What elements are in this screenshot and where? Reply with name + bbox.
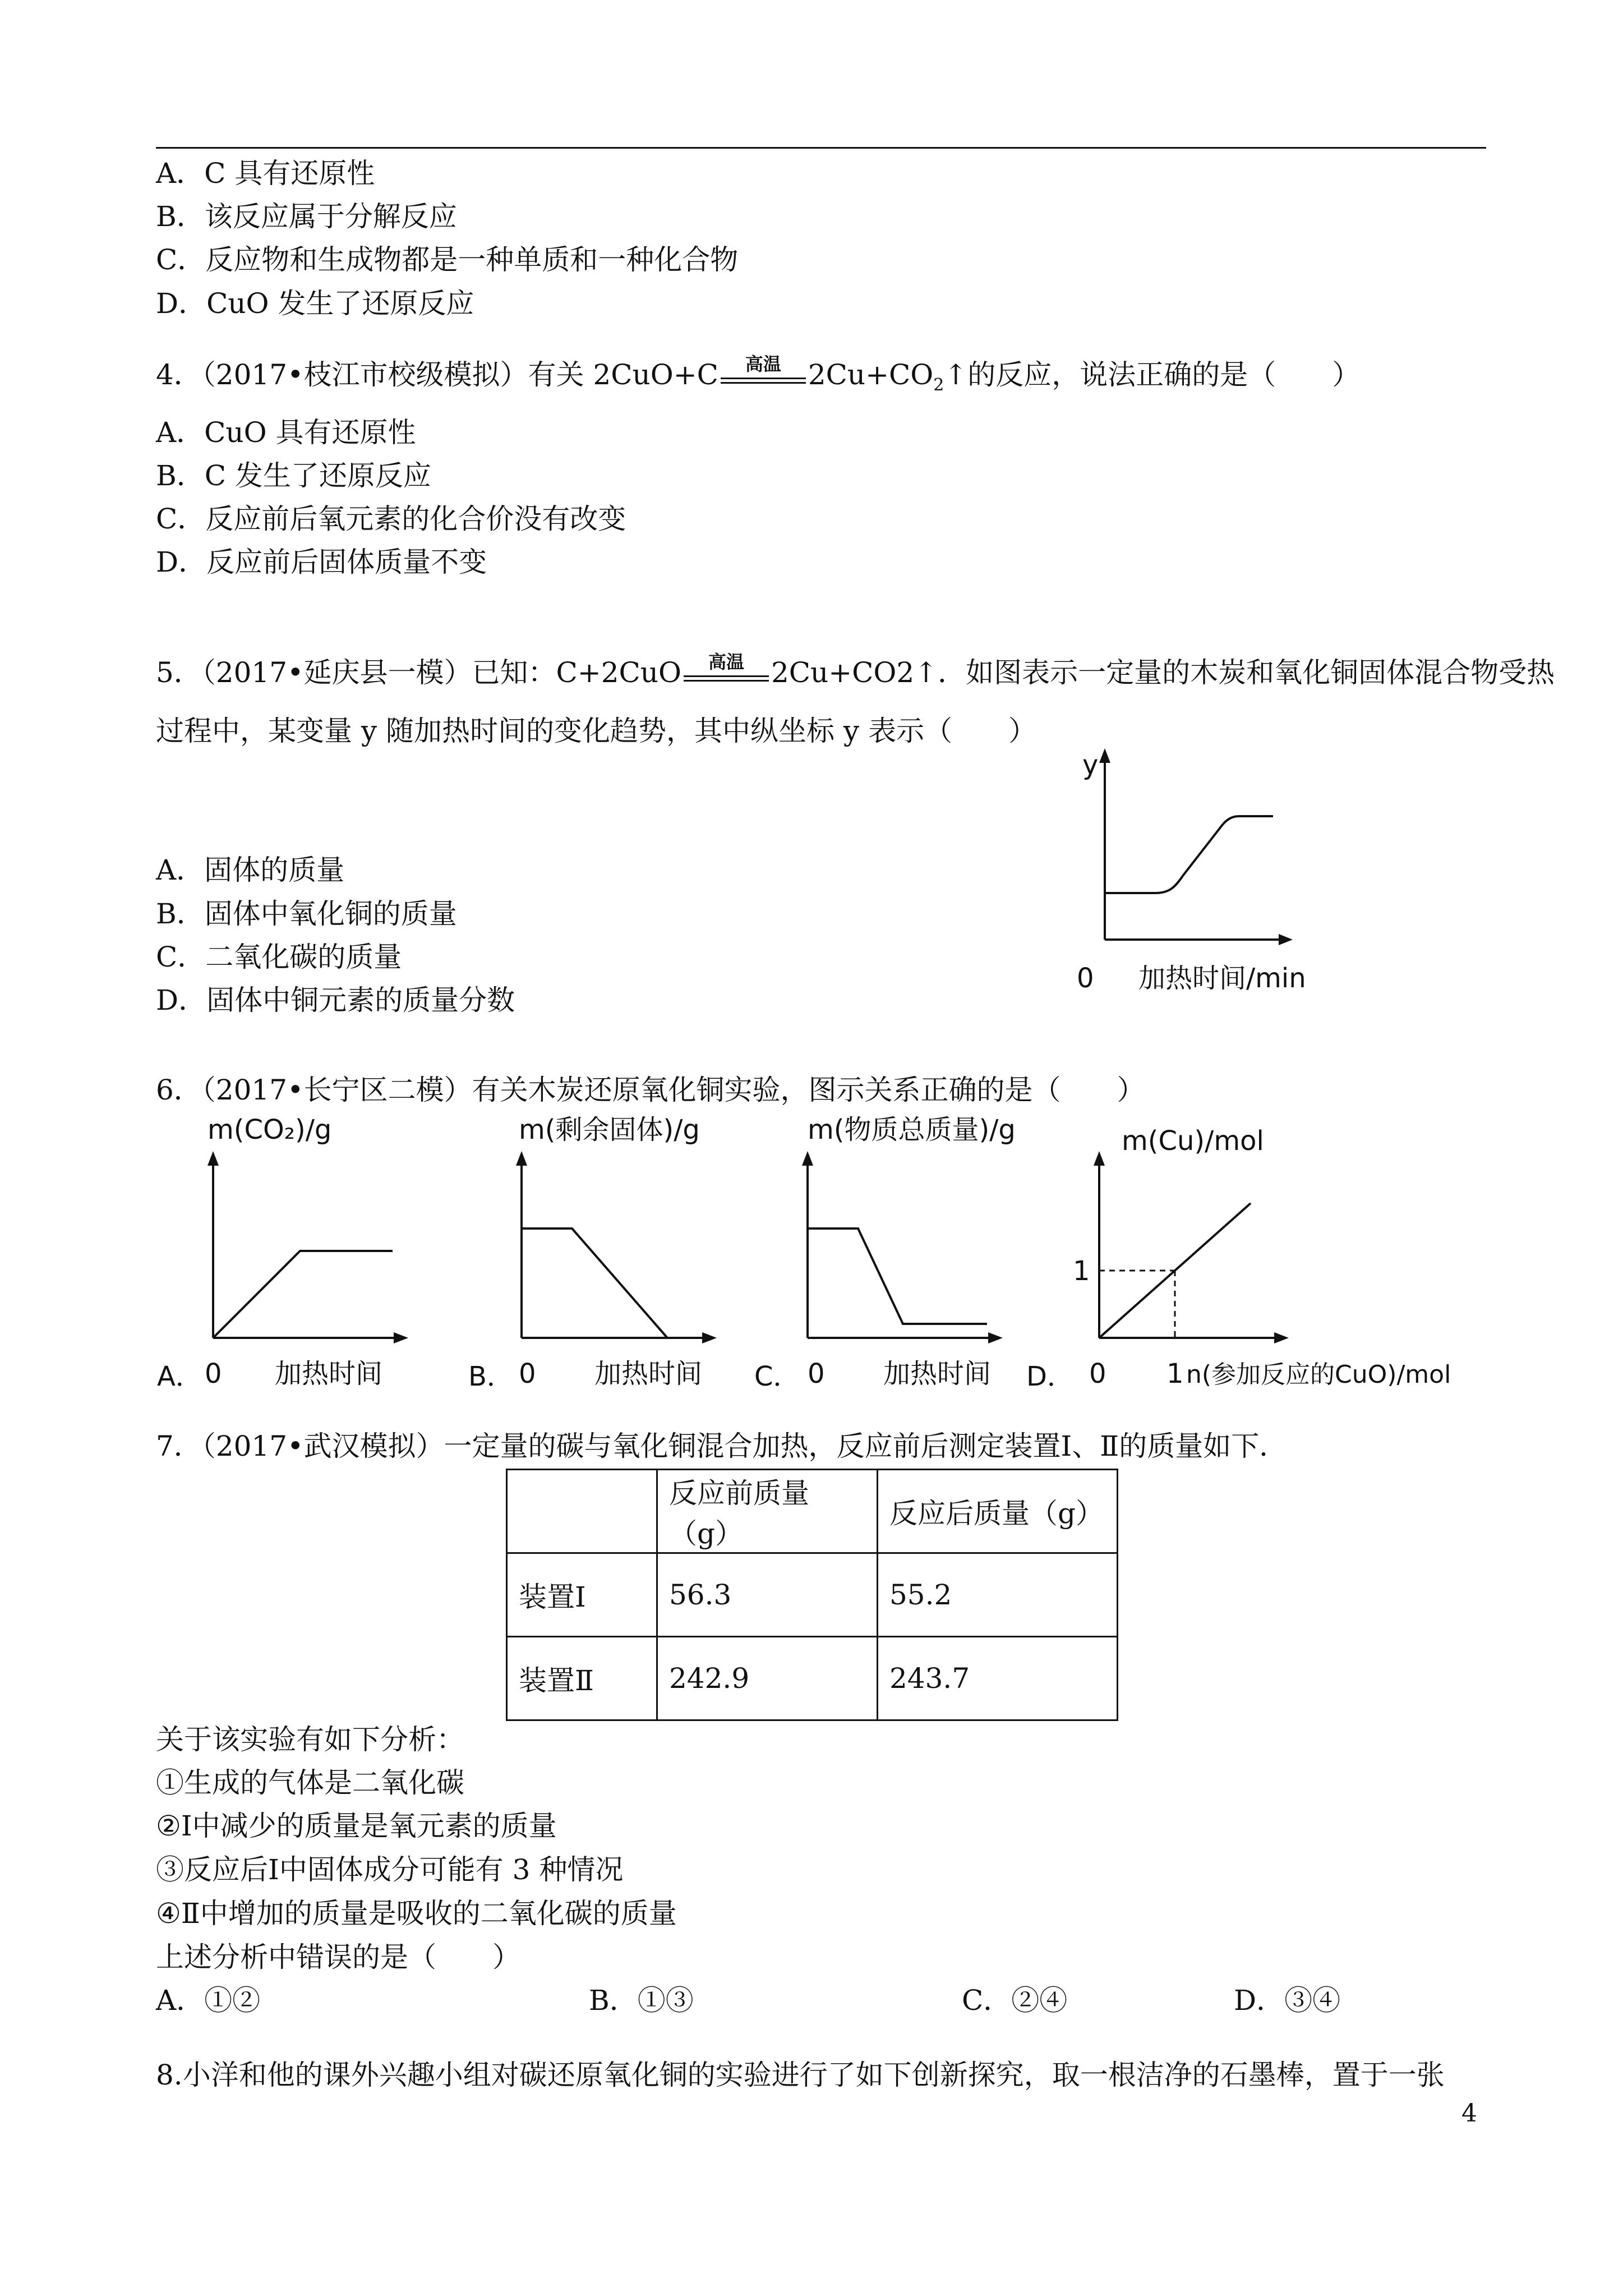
q7-option-b: B．①③ xyxy=(589,1984,694,2017)
q8-stem: 8.小洋和他的课外兴趣小组对碳还原氧化铜的实验进行了如下创新探究，取一根洁净的石墨棒，置于一张 xyxy=(156,2059,1445,2091)
q7-analysis-1: ①生成的气体是二氧化碳 xyxy=(156,1766,464,1799)
q5-stem-line2: 过程中，某变量 y 随加热时间的变化趋势，其中纵坐标 y 表示（ ） xyxy=(156,715,1037,747)
table-cell: 56.3 xyxy=(657,1553,878,1637)
q6-graph-d xyxy=(1026,1111,1514,1402)
q6-graph-b-line xyxy=(522,1228,667,1338)
q6-graph-b-letter: B． xyxy=(468,1361,514,1392)
q7-analysis-4: ④Ⅱ中增加的质量是吸收的二氧化碳的质量 xyxy=(156,1897,677,1930)
q5-stem xyxy=(156,651,1555,690)
table-header-cell xyxy=(507,1470,657,1553)
q6-graph-b-origin: 0 xyxy=(519,1358,536,1389)
q3-option-b: B．该反应属于分解反应 xyxy=(156,200,457,233)
q6-graph-a-letter: A． xyxy=(157,1361,202,1392)
q6-graph-b-xlabel: 加热时间 xyxy=(594,1358,703,1389)
q6-graph-a-line xyxy=(213,1251,393,1338)
q6-graph-d-ylabel: m(Cu)/mol xyxy=(1122,1125,1264,1157)
table-cell: 装置Ⅰ xyxy=(507,1553,657,1637)
q4-option-c: C．反应前后氧元素的化合价没有改变 xyxy=(156,503,626,535)
q6-graph-c-xlabel: 加热时间 xyxy=(883,1358,992,1389)
q5-option-b: B．固体中氧化铜的质量 xyxy=(156,898,457,930)
q4-reaction-condition xyxy=(718,353,808,392)
q4-option-a: A．CuO 具有还原性 xyxy=(156,416,416,449)
table-header-row xyxy=(507,1470,1118,1553)
q4-option-b: B．C 发生了还原反应 xyxy=(156,459,431,492)
q6-graph-b-ylabel: m(剩余固体)/g xyxy=(519,1114,700,1145)
q6-graph-a-xlabel: 加热时间 xyxy=(275,1358,383,1389)
q5-graph-xlabel: 加热时间/min xyxy=(1138,963,1306,994)
q6-graph-a xyxy=(151,1111,426,1402)
q6-graph-a-ylabel: m(CO₂)/g xyxy=(208,1114,332,1145)
q6-graph-c-line xyxy=(808,1228,987,1324)
q6-graph-d-xlabel: n(参加反应的CuO)/mol xyxy=(1186,1360,1451,1389)
q6-graph-d-tick-y: 1 xyxy=(1073,1255,1090,1287)
q7-mass-table xyxy=(506,1469,1118,1721)
q7-analysis-intro: 关于该实验有如下分析： xyxy=(156,1723,464,1756)
q4-product: 2Cu+CO xyxy=(808,358,934,391)
q4-product-subscript: 2 xyxy=(933,375,944,395)
q4-option-d: D．反应前后固体质量不变 xyxy=(156,546,487,578)
table-header-cell: 反应前质量（g） xyxy=(657,1470,878,1553)
q3-option-a: A．C 具有还原性 xyxy=(156,157,375,190)
q6-graph-d-origin: 0 xyxy=(1089,1358,1106,1389)
q7-analysis-2: ②Ⅰ中减少的质量是氧元素的质量 xyxy=(156,1810,557,1842)
q5-graph-origin: 0 xyxy=(1077,963,1094,994)
q7-option-a: A．①② xyxy=(156,1984,261,2017)
q6-graph-c-ylabel: m(物质总质量)/g xyxy=(808,1114,1016,1145)
q5-reaction-condition xyxy=(681,651,771,690)
q6-graph-c-origin: 0 xyxy=(808,1358,825,1389)
q7-option-c: C．②④ xyxy=(962,1984,1068,2017)
table-cell: 243.7 xyxy=(878,1637,1118,1720)
q5-graph-ylabel: y xyxy=(1082,749,1099,781)
q7-stem: 7．（2017•武汉模拟）一定量的碳与氧化铜混合加热，反应前后测定装置Ⅰ、Ⅱ的质量如下． xyxy=(156,1430,1288,1462)
q5-option-d: D．固体中铜元素的质量分数 xyxy=(156,984,515,1016)
q7-analysis-3: ③反应后Ⅰ中固体成分可能有 3 种情况 xyxy=(156,1853,624,1886)
q4-condition-label: 高温 xyxy=(745,353,781,375)
page-number: 4 xyxy=(1461,2099,1477,2128)
q4-stem-suffix: ↑的反应，说法正确的是（ ） xyxy=(944,358,1361,391)
q6-graph-c-letter: C． xyxy=(754,1361,800,1392)
q5-stem-prefix: 5．（2017•延庆县一模）已知：C+2CuO xyxy=(156,656,681,689)
q3-option-d: D．CuO 发生了还原反应 xyxy=(156,287,474,320)
q5-option-a: A．固体的质量 xyxy=(156,854,345,886)
q5-condition-label: 高温 xyxy=(708,651,744,673)
table-row xyxy=(507,1637,1118,1720)
q6-graph-b xyxy=(465,1111,740,1402)
q5-stem-suffix: 2Cu+CO2↑．如图表示一定量的木炭和氧化铜固体混合物受热 xyxy=(771,656,1555,689)
table-cell: 242.9 xyxy=(657,1637,878,1720)
q6-graph-c xyxy=(751,1111,1043,1402)
q6-graph-d-tick-x: 1 xyxy=(1166,1358,1184,1389)
q6-stem: 6．（2017•长宁区二模）有关木炭还原氧化铜实验，图示关系正确的是（ ） xyxy=(156,1074,1145,1106)
table-cell: 55.2 xyxy=(878,1553,1118,1637)
table-row xyxy=(507,1553,1118,1637)
q6-graph-d-letter: D． xyxy=(1026,1361,1074,1392)
table-header-cell: 反应后质量（g） xyxy=(878,1470,1118,1553)
table-cell: 装置Ⅱ xyxy=(507,1637,657,1720)
q4-stem xyxy=(156,353,1361,403)
q4-stem-prefix: 4．（2017•枝江市校级模拟）有关 2CuO+C xyxy=(156,358,718,391)
q7-option-d: D．③④ xyxy=(1234,1984,1341,2017)
q5-option-c: C．二氧化碳的质量 xyxy=(156,941,402,973)
q5-graph xyxy=(1066,740,1306,999)
q3-option-c: C．反应物和生成物都是一种单质和一种化合物 xyxy=(156,243,739,276)
q5-graph-curve xyxy=(1105,816,1273,893)
q7-question: 上述分析中错误的是（ ） xyxy=(156,1941,520,1973)
header-rule xyxy=(156,147,1486,149)
q6-graph-a-origin: 0 xyxy=(205,1358,222,1389)
